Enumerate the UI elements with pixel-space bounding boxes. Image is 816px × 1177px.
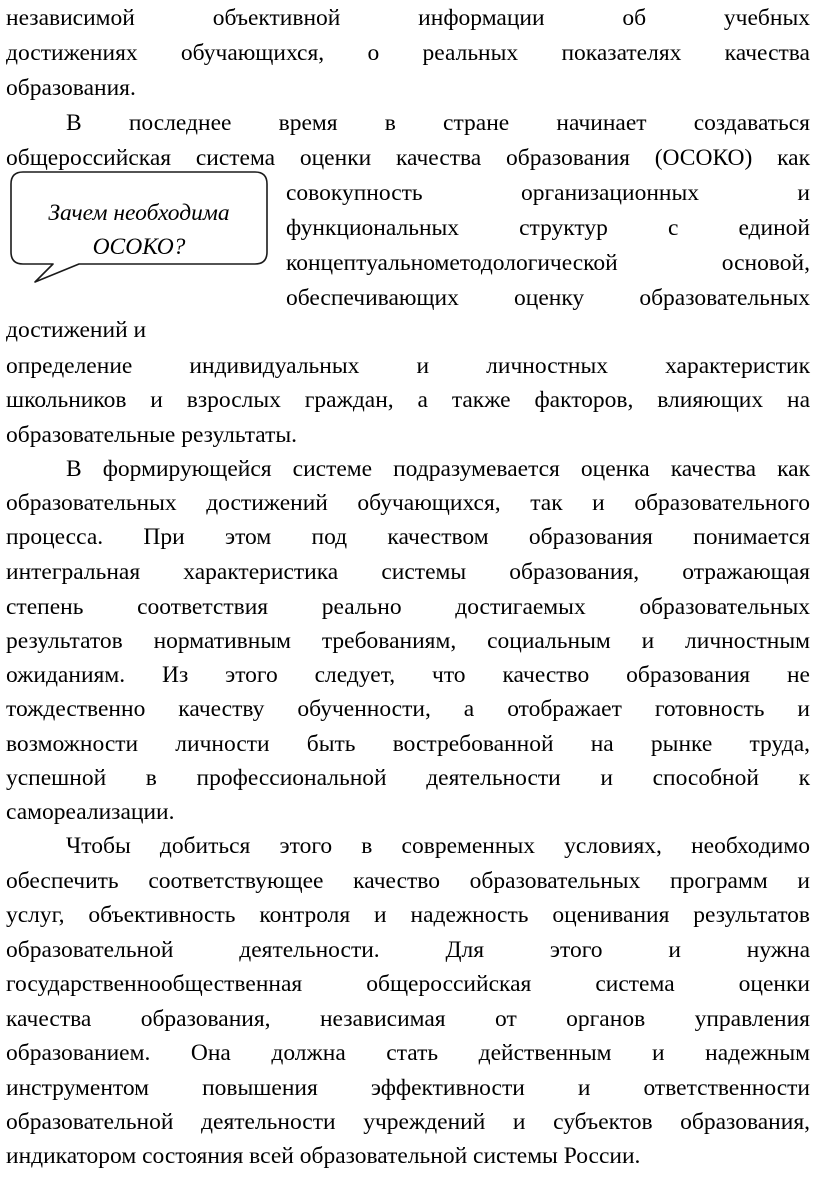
text-line: государственнообщественная общероссийская система оценки	[6, 971, 810, 997]
text-line: самореализации.	[6, 799, 175, 825]
callout-bubble	[7, 168, 271, 286]
text-line: образовательные результаты.	[6, 422, 298, 448]
text-line: достижениях обучающихся, о реальных показателях качества	[6, 40, 810, 66]
text-line: качества образования, независимая от органов управления	[6, 1006, 810, 1032]
text-line: успешной в профессиональной деятельности и способной к	[6, 765, 810, 791]
text-line: возможности личности быть востребованной на рынке труда,	[6, 731, 810, 757]
text-line: Чтобы добиться этого в современных условиях, необходимо	[66, 833, 810, 859]
text-line: В формирующейся системе подразумевается оценка качества как	[66, 456, 810, 482]
text-line: результатов нормативным требованиям, социальным и личностным	[6, 628, 810, 654]
text-line: школьников и взрослых граждан, а также факторов, влияющих на	[6, 387, 810, 413]
text-line: концептуальнометодологической основой,	[286, 250, 810, 276]
text-line: образованием. Она должна стать действенным и надежным	[6, 1040, 810, 1066]
text-line: В последнее время в стране начинает создаваться	[66, 110, 810, 136]
text-line: независимой объективной информации об учебных	[6, 5, 810, 31]
text-line: услуг, объективность контроля и надежность оценивания результатов	[6, 902, 810, 928]
text-line: индикатором состояния всей образовательной системы России.	[6, 1143, 641, 1169]
text-line: функциональных структур с единой	[286, 215, 810, 241]
text-line: образовательной деятельности. Для этого и нужна	[6, 937, 810, 963]
text-line: определение индивидуальных и личностных характеристик	[6, 353, 810, 379]
text-line: образования.	[6, 75, 136, 101]
text-line: инструментом повышения эффективности и ответственности	[6, 1075, 810, 1101]
text-line: достижений и	[6, 317, 147, 343]
text-line: интегральная характеристика системы образования, отражающая	[6, 559, 810, 585]
text-line: обеспечить соответствующее качество образовательных программ и	[6, 868, 810, 894]
text-line: степень соответствия реально достигаемых образовательных	[6, 594, 810, 620]
callout-text: Зачем необходима ОСОКО?	[48, 200, 230, 260]
text-line: общероссийская система оценки качества образования (ОСОКО) как	[6, 145, 810, 171]
text-line: процесса. При этом под качеством образования понимается	[6, 524, 810, 550]
text-line: ожиданиям. Из этого следует, что качество образования не	[6, 662, 810, 688]
text-line: образовательной деятельности учреждений и субъектов образования,	[6, 1109, 810, 1135]
text-line: тождественно качеству обученности, а отображает готовность и	[6, 696, 810, 722]
text-line: совокупность организационных и	[286, 180, 810, 206]
text-line: обеспечивающих оценку образовательных	[286, 285, 810, 311]
text-line: образовательных достижений обучающихся, так и образовательного	[6, 490, 810, 516]
